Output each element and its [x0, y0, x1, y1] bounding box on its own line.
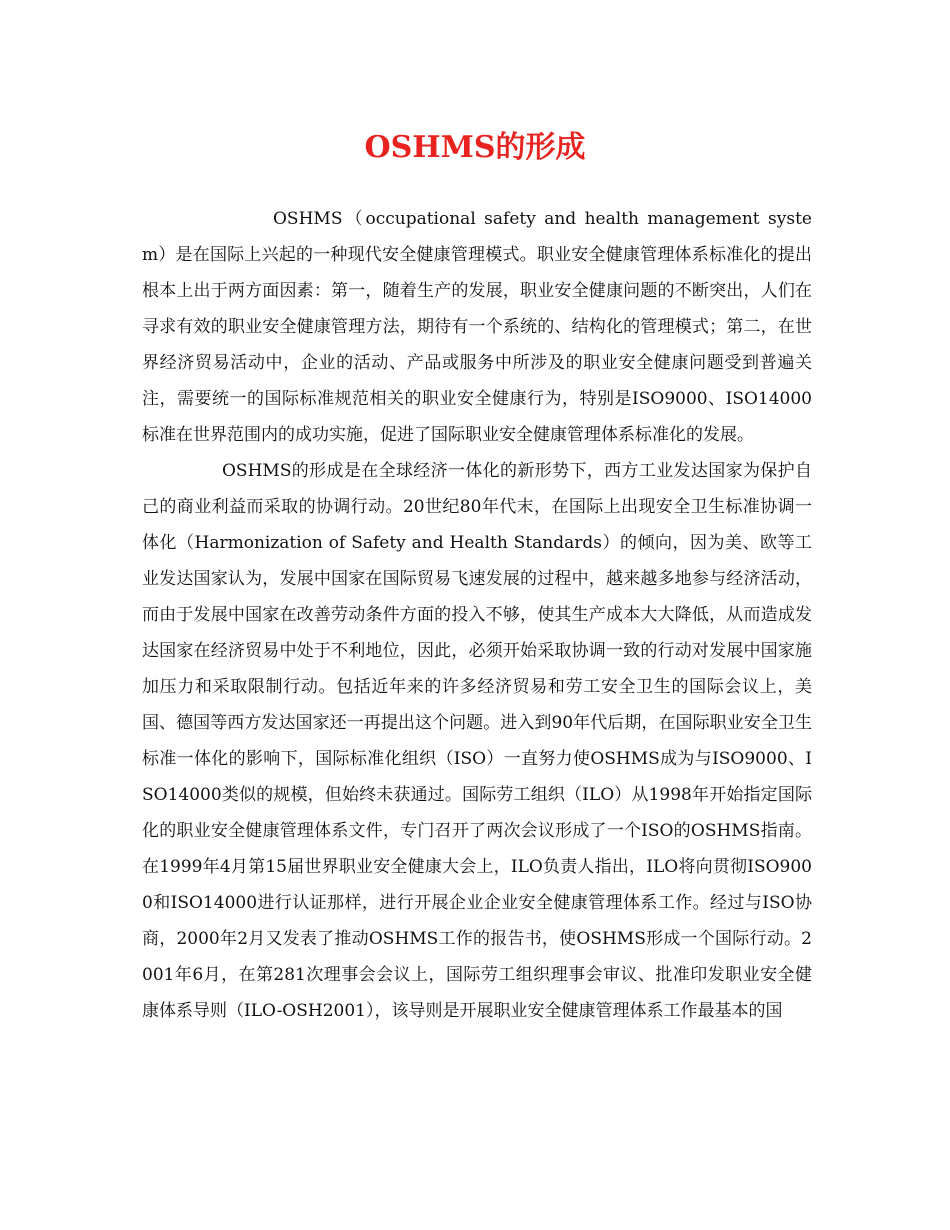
- paragraph-1-text: OSHMS（occupational safety and health management system）是在国际上兴起的一种现代安全健康管理模式。职业安全健康管理体系标准化的提出根本上出于两方面因素：第一，随着生产的发展，职业安全健康问题的不断突出，人们在寻求有效的职业安全健康管理方法，期待有一个系统的、结构化的管理模式；第二，在世界经济贸易活动中，企业的活动、产品或服务中所涉及的职业安全健康问题受到普遍关注，需要统一的国际标准规范相关的职业安全健康行为，特别是ISO9000、ISO14000 标准在世界范围内的成功实施，促进了国际职业安全健康管理体系标准化的发展。: [142, 209, 812, 445]
- document-body: [142, 201, 812, 1029]
- page-title: OSHMS的形成: [364, 130, 586, 165]
- paragraph-2: [142, 453, 812, 1029]
- paragraph-1: [142, 201, 812, 453]
- paragraph-2-text: OSHMS的形成是在全球经济一体化的新形势下，西方工业发达国家为保护自己的商业利益而采取的协调行动。20世纪80年代末，在国际上出现安全卫生标准协调一体化（Harmonization of Safety and Health Standards）的倾向，因为美、欧等工业发达国家认为，发展中国家在国际贸易飞速发展的过程中，越来越多地参与经济活动，而由于发展中国家在改善劳动条件方面的投入不够，使其生产成本大大降低，从而造成发达国家在经济贸易中处于不利地位，因此，必须开始采取协调一致的行动对发展中国家施加压力和采取限制行动。包括近年来的许多经济贸易和劳工安全卫生的国际会议上，美国、德国等西方发达国家还一再提出这个问题。进入到90年代后期，在国际职业安全卫生标准一体化的影响下，国际标准化组织（ISO）一直努力使OSHMS成为与ISO9000、ISO14000类似的规模，但始终未获通过。国际劳工组织（ILO）从1998年开始指定国际化的职业安全健康管理体系文件，专门召开了两次会议形成了一个ISO的OSHMS指南。在1999年4月第15届世界职业安全健康大会上，ILO负责人指出，ILO将向贯彻ISO9000和ISO14000进行认证那样，进行开展企业企业安全健康管理体系工作。经过与ISO协商，2000年2月又发表了推动OSHMS工作的报告书，使OSHMS形成一个国际行动。2001年6月，在第281次理事会会议上，国际劳工组织理事会审议、批准印发职业安全健康体系导则（ILO-OSH2001），该导则是开展职业安全健康管理体系工作最基本的国: [142, 461, 812, 1021]
